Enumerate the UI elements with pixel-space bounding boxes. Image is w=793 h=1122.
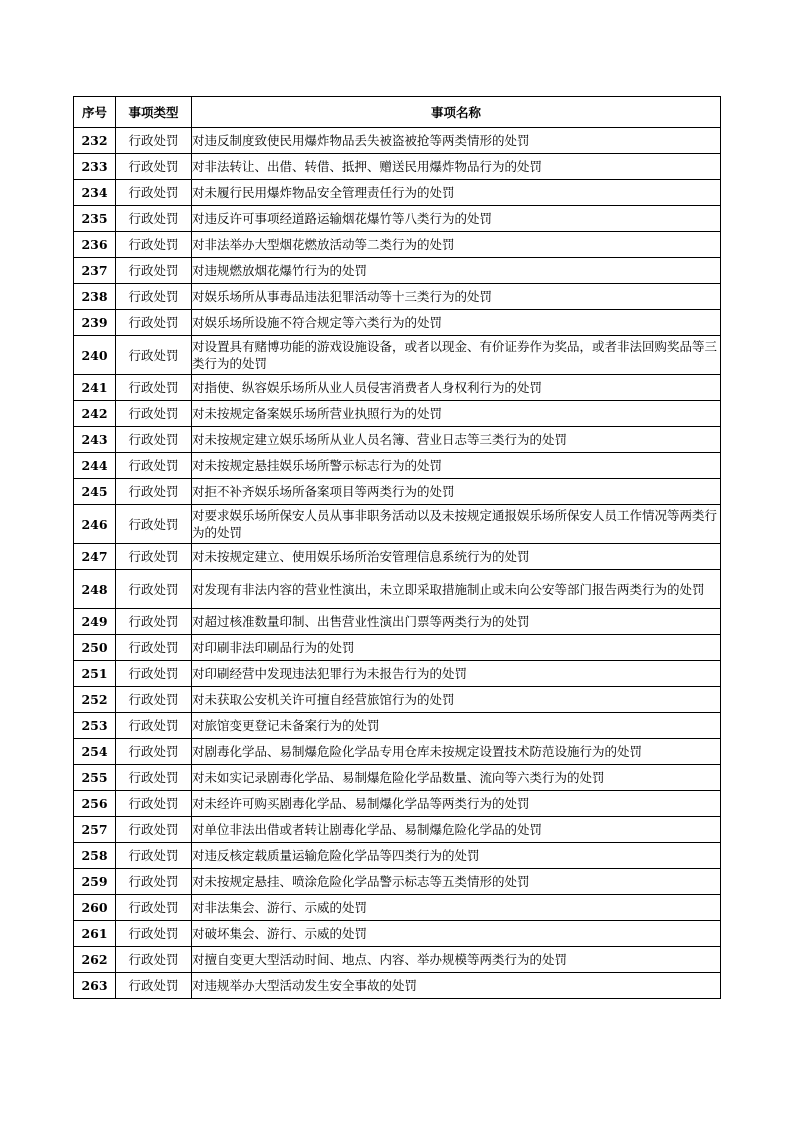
table-row [74,206,721,232]
table-row [74,258,721,284]
row-name: 对违规燃放烟花爆竹行为的处罚 [192,258,721,284]
row-name: 对违反核定载质量运输危险化学品等四类行为的处罚 [192,843,721,869]
row-number: 262 [74,947,116,973]
header-name: 事项名称 [192,97,721,128]
table-row [74,375,721,401]
row-type: 行政处罚 [116,661,192,687]
row-name: 对未按规定建立、使用娱乐场所治安管理信息系统行为的处罚 [192,544,721,570]
row-type: 行政处罚 [116,635,192,661]
table-row [74,895,721,921]
row-type: 行政处罚 [116,310,192,336]
header-type: 事项类型 [116,97,192,128]
row-number: 245 [74,479,116,505]
row-type: 行政处罚 [116,544,192,570]
row-name: 对违规举办大型活动发生安全事故的处罚 [192,973,721,999]
header-seq: 序号 [74,97,116,128]
table-row [74,765,721,791]
row-type: 行政处罚 [116,336,192,375]
row-name: 对未如实记录剧毒化学品、易制爆危险化学品数量、流向等六类行为的处罚 [192,765,721,791]
row-name: 对设置具有赌博功能的游戏设施设备，或者以现金、有价证券作为奖品，或者非法回购奖品等三类行为的处罚 [192,336,721,375]
row-number: 254 [74,739,116,765]
row-name: 对印刷非法印刷品行为的处罚 [192,635,721,661]
table-row [74,427,721,453]
table-body [74,128,721,999]
row-number: 250 [74,635,116,661]
row-number: 251 [74,661,116,687]
row-number: 236 [74,232,116,258]
row-type: 行政处罚 [116,375,192,401]
row-number: 244 [74,453,116,479]
row-type: 行政处罚 [116,232,192,258]
row-name: 对娱乐场所设施不符合规定等六类行为的处罚 [192,310,721,336]
row-name: 对发现有非法内容的营业性演出，未立即采取措施制止或未向公安等部门报告两类行为的处罚 [192,570,721,609]
table-row [74,336,721,375]
row-number: 248 [74,570,116,609]
row-type: 行政处罚 [116,713,192,739]
table-row [74,817,721,843]
row-number: 240 [74,336,116,375]
row-name: 对超过核准数量印制、出售营业性演出门票等两类行为的处罚 [192,609,721,635]
row-number: 249 [74,609,116,635]
table-row [74,609,721,635]
row-number: 252 [74,687,116,713]
row-name: 对印刷经营中发现违法犯罪行为未报告行为的处罚 [192,661,721,687]
row-name: 对违反许可事项经道路运输烟花爆竹等八类行为的处罚 [192,206,721,232]
row-type: 行政处罚 [116,180,192,206]
table-row [74,843,721,869]
row-name: 对破坏集会、游行、示威的处罚 [192,921,721,947]
row-number: 238 [74,284,116,310]
row-name: 对未履行民用爆炸物品安全管理责任行为的处罚 [192,180,721,206]
row-name: 对拒不补齐娱乐场所备案项目等两类行为的处罚 [192,479,721,505]
table-row [74,310,721,336]
table-row [74,739,721,765]
table-row [74,505,721,544]
row-type: 行政处罚 [116,479,192,505]
table-row [74,128,721,154]
row-type: 行政处罚 [116,401,192,427]
row-name: 对未按规定悬挂娱乐场所警示标志行为的处罚 [192,453,721,479]
row-number: 237 [74,258,116,284]
row-type: 行政处罚 [116,427,192,453]
table-row [74,232,721,258]
row-type: 行政处罚 [116,895,192,921]
table-row [74,661,721,687]
table-row [74,154,721,180]
row-type: 行政处罚 [116,921,192,947]
row-name: 对未按规定悬挂、喷涂危险化学品警示标志等五类情形的处罚 [192,869,721,895]
row-number: 242 [74,401,116,427]
row-number: 243 [74,427,116,453]
table-row [74,921,721,947]
row-number: 258 [74,843,116,869]
row-name: 对未按规定备案娱乐场所营业执照行为的处罚 [192,401,721,427]
row-name: 对要求娱乐场所保安人员从事非职务活动以及未按规定通报娱乐场所保安人员工作情况等两类行为的处罚 [192,505,721,544]
row-name: 对未获取公安机关许可擅自经营旅馆行为的处罚 [192,687,721,713]
row-name: 对非法集会、游行、示威的处罚 [192,895,721,921]
table-row [74,401,721,427]
row-type: 行政处罚 [116,791,192,817]
row-number: 247 [74,544,116,570]
row-name: 对非法举办大型烟花燃放活动等二类行为的处罚 [192,232,721,258]
row-number: 233 [74,154,116,180]
row-type: 行政处罚 [116,765,192,791]
row-name: 对未按规定建立娱乐场所从业人员名簿、营业日志等三类行为的处罚 [192,427,721,453]
row-number: 253 [74,713,116,739]
row-type: 行政处罚 [116,154,192,180]
table-row [74,284,721,310]
row-name: 对单位非法出借或者转让剧毒化学品、易制爆危险化学品的处罚 [192,817,721,843]
row-type: 行政处罚 [116,609,192,635]
row-type: 行政处罚 [116,258,192,284]
row-number: 256 [74,791,116,817]
table-row [74,947,721,973]
table-row [74,635,721,661]
row-number: 246 [74,505,116,544]
row-type: 行政处罚 [116,206,192,232]
row-number: 259 [74,869,116,895]
row-type: 行政处罚 [116,505,192,544]
table-row [74,869,721,895]
row-name: 对旅馆变更登记未备案行为的处罚 [192,713,721,739]
row-name: 对未经许可购买剧毒化学品、易制爆化学品等两类行为的处罚 [192,791,721,817]
row-number: 257 [74,817,116,843]
table-row [74,544,721,570]
table-row [74,791,721,817]
row-number: 232 [74,128,116,154]
row-type: 行政处罚 [116,973,192,999]
row-name: 对非法转让、出借、转借、抵押、赠送民用爆炸物品行为的处罚 [192,154,721,180]
row-number: 235 [74,206,116,232]
row-type: 行政处罚 [116,869,192,895]
row-type: 行政处罚 [116,947,192,973]
row-type: 行政处罚 [116,284,192,310]
table-row [74,687,721,713]
row-type: 行政处罚 [116,843,192,869]
items-table [73,96,721,999]
row-name: 对擅自变更大型活动时间、地点、内容、举办规模等两类行为的处罚 [192,947,721,973]
row-type: 行政处罚 [116,453,192,479]
row-name: 对剧毒化学品、易制爆危险化学品专用仓库未按规定设置技术防范设施行为的处罚 [192,739,721,765]
row-name: 对指使、纵容娱乐场所从业人员侵害消费者人身权利行为的处罚 [192,375,721,401]
row-number: 261 [74,921,116,947]
table-row [74,973,721,999]
row-number: 260 [74,895,116,921]
row-number: 239 [74,310,116,336]
table-row [74,180,721,206]
row-number: 263 [74,973,116,999]
row-number: 255 [74,765,116,791]
table-row [74,453,721,479]
header-row [74,97,721,128]
row-type: 行政处罚 [116,817,192,843]
table-row [74,479,721,505]
row-type: 行政处罚 [116,128,192,154]
row-type: 行政处罚 [116,739,192,765]
row-name: 对违反制度致使民用爆炸物品丢失被盗被抢等两类情形的处罚 [192,128,721,154]
row-number: 234 [74,180,116,206]
row-type: 行政处罚 [116,570,192,609]
row-name: 对娱乐场所从事毒品违法犯罪活动等十三类行为的处罚 [192,284,721,310]
table-row [74,570,721,609]
table-row [74,713,721,739]
row-type: 行政处罚 [116,687,192,713]
row-number: 241 [74,375,116,401]
